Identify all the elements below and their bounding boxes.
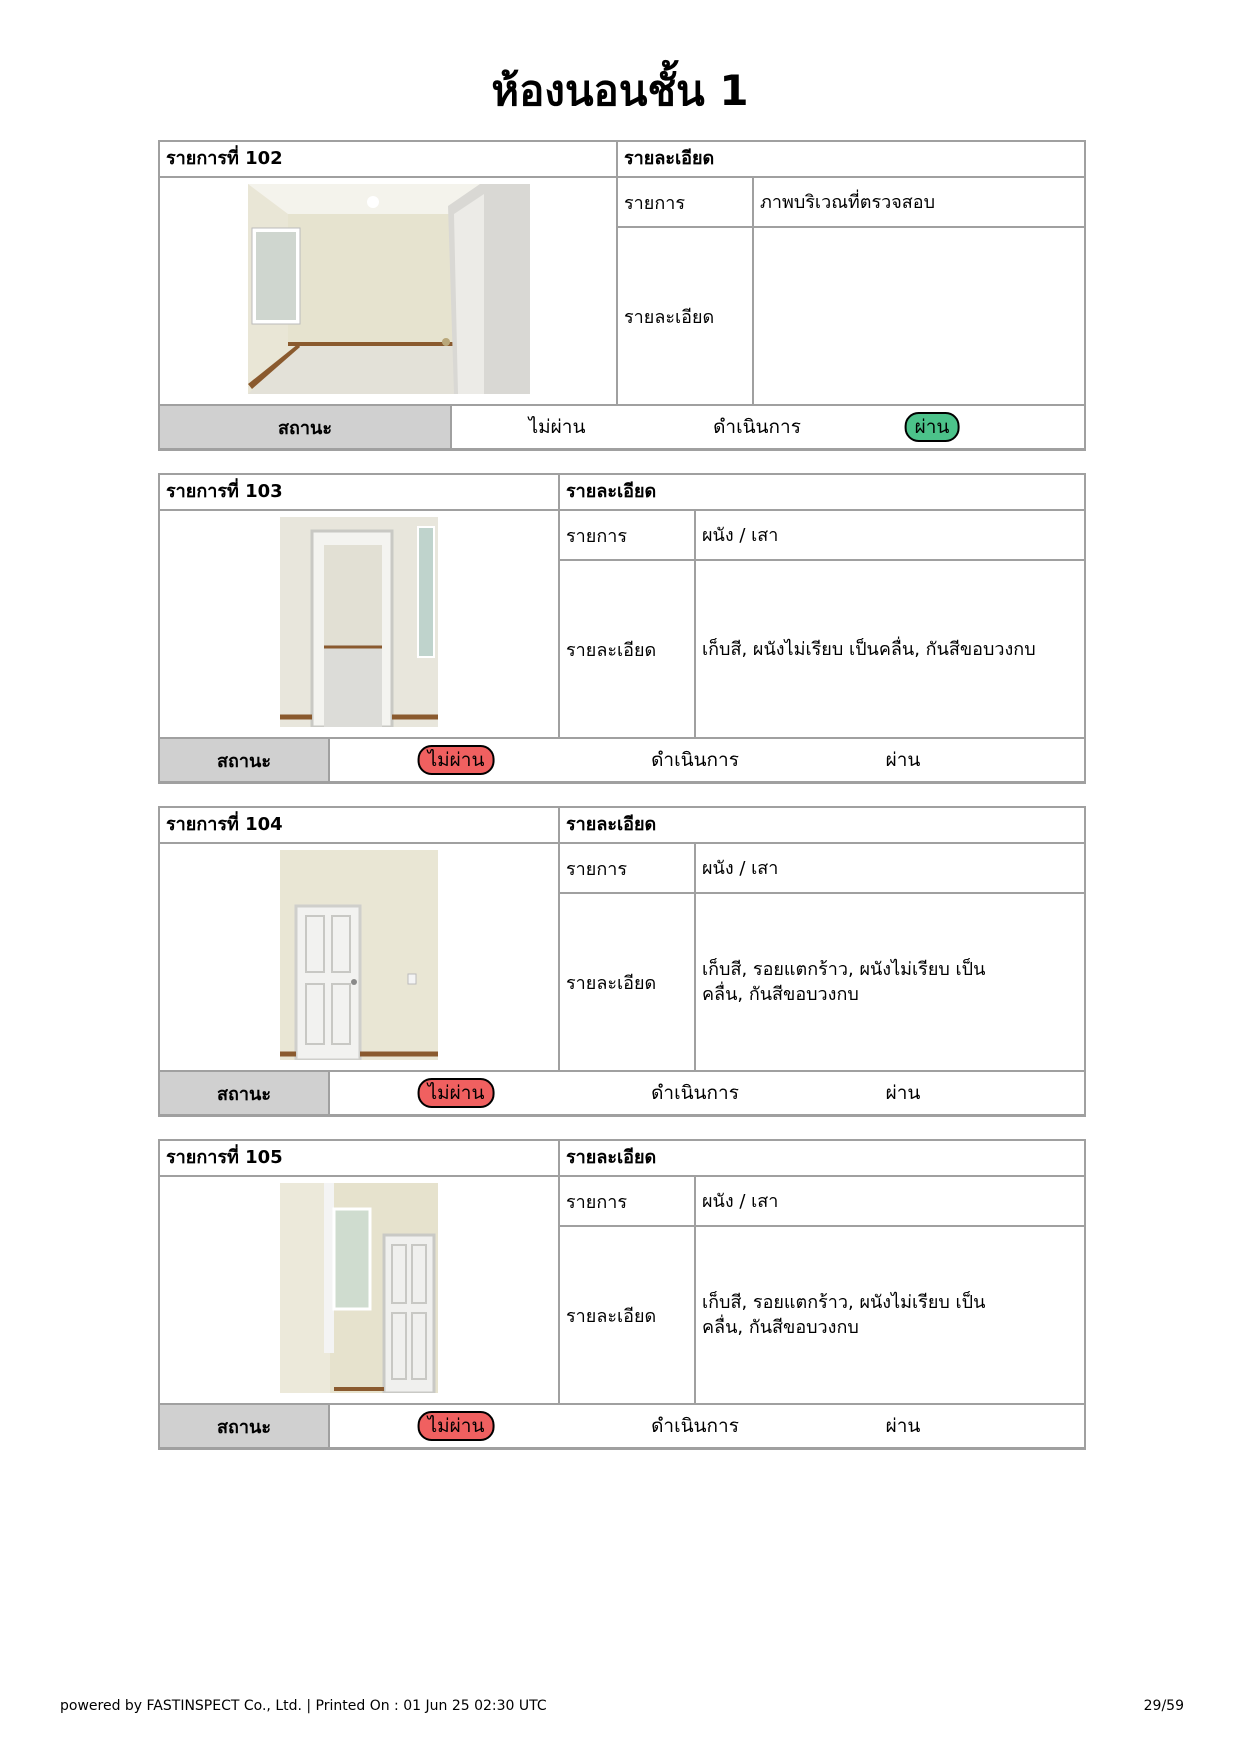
room-photo: [248, 184, 530, 394]
status-fail-pill: ไม่ผ่าน: [418, 1078, 495, 1108]
status-fail-pill: ไม่ผ่าน: [418, 1411, 495, 1441]
status-pass[interactable]: [905, 406, 960, 448]
status-label: สถานะ: [160, 1405, 330, 1447]
photo-cell: [160, 511, 560, 737]
status-fail[interactable]: [418, 1072, 495, 1114]
status-options: [452, 406, 1084, 448]
room-photo: [280, 1183, 438, 1393]
item-value: ผนัง / เสา: [702, 1190, 779, 1212]
status-pass[interactable]: ผ่าน: [885, 1082, 921, 1104]
item-number: รายการที่ 103: [160, 475, 560, 509]
detail-header: รายละเอียด: [566, 814, 657, 835]
detail-value: [754, 228, 1084, 404]
status-in-progress[interactable]: ดำเนินการ: [651, 749, 739, 771]
item-number: รายการที่ 105: [160, 1141, 560, 1175]
status-options: [330, 739, 1084, 781]
detail-header: รายละเอียด: [566, 481, 657, 502]
room-photo: [280, 850, 438, 1060]
status-label: สถานะ: [160, 1072, 330, 1114]
status-in-progress[interactable]: ดำเนินการ: [713, 416, 801, 438]
item-label: รายการ: [618, 178, 754, 226]
detail-label: รายละเอียด: [560, 561, 696, 737]
status-fail[interactable]: [418, 1405, 495, 1447]
status-fail[interactable]: [418, 739, 495, 781]
detail-value: เก็บสี, รอยแตกร้าว, ผนังไม่เรียบ เป็นคลื่น, กันสีขอบวงกบ: [702, 959, 986, 1005]
status-in-progress[interactable]: ดำเนินการ: [651, 1082, 739, 1104]
detail-value: เก็บสี, ผนังไม่เรียบ เป็นคลื่น, กันสีขอบวงกบ: [702, 638, 1036, 660]
inspection-item: [158, 806, 1086, 1117]
detail-label: รายละเอียด: [560, 1227, 696, 1403]
page-title: ห้องนอนชั้น 1: [491, 66, 749, 115]
status-options: [330, 1405, 1084, 1447]
item-value: ภาพบริเวณที่ตรวจสอบ: [760, 191, 935, 213]
status-pass[interactable]: ผ่าน: [885, 1415, 921, 1437]
inspection-item: [158, 1139, 1086, 1450]
detail-label: รายละเอียด: [618, 228, 754, 404]
status-fail[interactable]: ไม่ผ่าน: [528, 416, 586, 438]
item-number: รายการที่ 102: [160, 142, 618, 176]
status-label: สถานะ: [160, 406, 452, 448]
detail-label: รายละเอียด: [560, 894, 696, 1070]
status-label: สถานะ: [160, 739, 330, 781]
status-options: [330, 1072, 1084, 1114]
item-label: รายการ: [560, 1177, 696, 1225]
photo-cell: [160, 1177, 560, 1403]
detail-value: เก็บสี, รอยแตกร้าว, ผนังไม่เรียบ เป็นคลื่น, กันสีขอบวงกบ: [702, 1292, 986, 1338]
item-label: รายการ: [560, 844, 696, 892]
item-value: ผนัง / เสา: [702, 857, 779, 879]
footer-credit: powered by FASTINSPECT Co., Ltd. | Printed On : 01 Jun 25 02:30 UTC: [60, 1698, 547, 1714]
room-photo: [280, 517, 438, 727]
page-number: 29/59: [1143, 1698, 1184, 1714]
detail-header: รายละเอียด: [566, 1147, 657, 1168]
detail-header: รายละเอียด: [624, 148, 715, 169]
inspection-item: [158, 140, 1086, 451]
item-value: ผนัง / เสา: [702, 524, 779, 546]
item-label: รายการ: [560, 511, 696, 559]
status-pass-pill: ผ่าน: [905, 412, 960, 442]
photo-cell: [160, 178, 618, 404]
status-in-progress[interactable]: ดำเนินการ: [651, 1415, 739, 1437]
status-fail-pill: ไม่ผ่าน: [418, 745, 495, 775]
item-number: รายการที่ 104: [160, 808, 560, 842]
photo-cell: [160, 844, 560, 1070]
inspection-item: [158, 473, 1086, 784]
status-pass[interactable]: ผ่าน: [885, 749, 921, 771]
